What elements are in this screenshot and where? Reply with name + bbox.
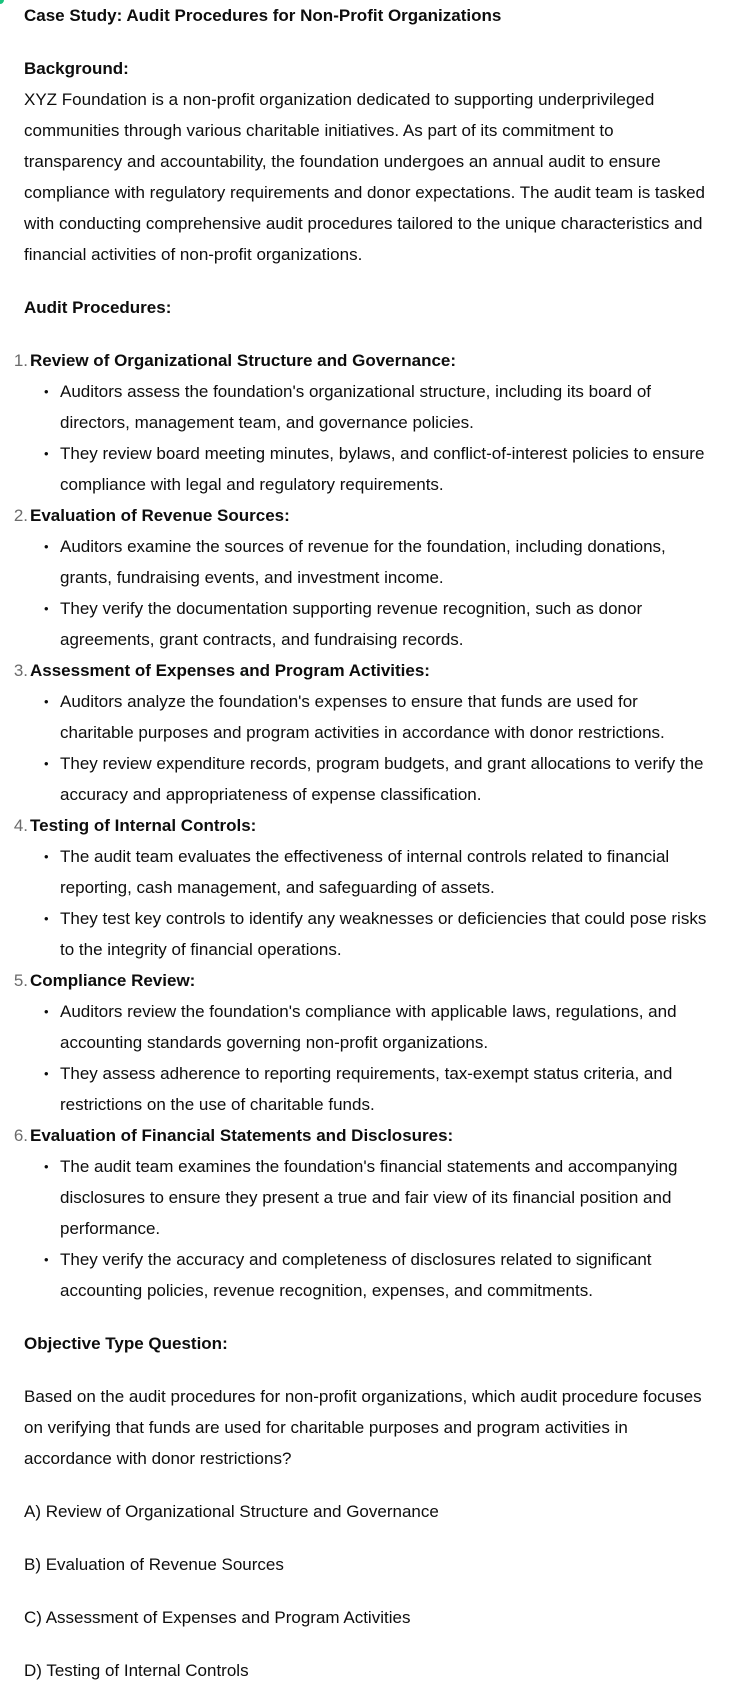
list-item xyxy=(44,1058,714,1120)
procedure-title: Review of Organizational Structure and Governance: xyxy=(30,351,457,370)
procedure-points xyxy=(30,996,714,1120)
list-item xyxy=(44,1244,714,1306)
list-item xyxy=(44,376,714,438)
list-item xyxy=(44,748,714,810)
point-text: Auditors assess the foundation's organizational structure, including its board of directors, management team, and governance policies. xyxy=(60,382,652,432)
point-text: Auditors review the foundation's compliance with applicable laws, regulations, and accounting standards governing non-profit organizations. xyxy=(60,1002,677,1052)
procedure-title: Evaluation of Financial Statements and Disclosures: xyxy=(30,1126,454,1145)
background-text: XYZ Foundation is a non-profit organization dedicated to supporting underprivileged communities through various charitable initiatives. As part of its commitment to transparency and accountability, the foundation undergoes an annual audit to ensure compliance with regulatory requirements and donor expectations. The audit team is tasked with conducting comprehensive audit procedures tailored to the unique characteristics and financial activities of non-profit organizations. xyxy=(24,90,706,264)
procedure-number: 5. xyxy=(13,971,28,990)
answer-option-d: D) Testing of Internal Controls xyxy=(24,1661,249,1680)
procedure-points xyxy=(30,376,714,500)
point-text: The audit team evaluates the effectiveness of internal controls related to financial reporting, cash management, and safeguarding of assets. xyxy=(60,847,670,897)
procedure-points xyxy=(30,686,714,810)
page-title: Case Study: Audit Procedures for Non-Profit Organizations xyxy=(24,6,502,25)
procedures-heading: Audit Procedures: xyxy=(24,298,172,317)
answer-option-c: C) Assessment of Expenses and Program Activities xyxy=(24,1608,411,1627)
list-item xyxy=(44,438,714,500)
bullet-icon: • xyxy=(44,1252,49,1267)
answer-option-b: B) Evaluation of Revenue Sources xyxy=(24,1555,284,1574)
bullet-icon: • xyxy=(44,384,49,399)
point-text: Auditors analyze the foundation's expenses to ensure that funds are used for charitable purposes and program activities in accordance with donor restrictions. xyxy=(60,692,665,742)
list-item xyxy=(44,531,714,593)
procedure-title: Assessment of Expenses and Program Activities: xyxy=(30,661,430,680)
point-text: They review board meeting minutes, bylaws, and conflict-of-interest policies to ensure compliance with legal and regulatory requirements. xyxy=(60,444,705,494)
procedure-number: 6. xyxy=(13,1126,28,1145)
question-text: Based on the audit procedures for non-profit organizations, which audit procedure focuses on verifying that funds are used for charitable purposes and program activities in accordance with donor restrictions? xyxy=(24,1387,702,1468)
list-item xyxy=(44,996,714,1058)
procedure-title: Testing of Internal Controls: xyxy=(30,816,257,835)
answer-option-a: A) Review of Organizational Structure and Governance xyxy=(24,1502,439,1521)
list-item xyxy=(44,841,714,903)
bullet-icon: • xyxy=(44,601,49,616)
point-text: They assess adherence to reporting requirements, tax-exempt status criteria, and restrictions on the use of charitable funds. xyxy=(60,1064,673,1114)
bullet-icon: • xyxy=(44,1066,49,1081)
question-heading: Objective Type Question: xyxy=(24,1334,228,1353)
bullet-icon: • xyxy=(44,1004,49,1019)
procedure-item xyxy=(13,655,714,810)
bullet-icon: • xyxy=(44,911,49,926)
procedure-points xyxy=(30,531,714,655)
procedure-item xyxy=(13,1120,714,1306)
procedure-number: 4. xyxy=(13,816,28,835)
bullet-icon: • xyxy=(44,539,49,554)
bullet-icon: • xyxy=(44,1159,49,1174)
bullet-icon: • xyxy=(44,694,49,709)
list-item xyxy=(44,593,714,655)
procedures-list xyxy=(13,345,714,1306)
point-text: They verify the accuracy and completeness of disclosures related to significant accounting policies, revenue recognition, expenses, and commitments. xyxy=(60,1250,652,1300)
procedure-title: Compliance Review: xyxy=(30,971,196,990)
case-study-document xyxy=(13,0,714,1686)
point-text: They review expenditure records, program budgets, and grant allocations to verify the accuracy and appropriateness of expense classification. xyxy=(60,754,704,804)
procedure-number: 3. xyxy=(13,661,28,680)
procedure-title: Evaluation of Revenue Sources: xyxy=(30,506,290,525)
procedure-item xyxy=(13,500,714,655)
bullet-icon: • xyxy=(44,849,49,864)
procedure-number: 2. xyxy=(13,506,28,525)
procedure-points xyxy=(30,841,714,965)
point-text: The audit team examines the foundation's financial statements and accompanying disclosures to ensure they present a true and fair view of its financial position and performance. xyxy=(60,1157,678,1238)
point-text: They verify the documentation supporting revenue recognition, such as donor agreements, grant contracts, and fundraising records. xyxy=(60,599,643,649)
bullet-icon: • xyxy=(44,756,49,771)
procedure-points xyxy=(30,1151,714,1306)
procedure-number: 1. xyxy=(13,351,28,370)
procedure-item xyxy=(13,345,714,500)
list-item xyxy=(44,1151,714,1244)
bullet-icon: • xyxy=(44,446,49,461)
list-item xyxy=(44,903,714,965)
procedure-item xyxy=(13,965,714,1120)
corner-accent xyxy=(0,0,4,4)
point-text: They test key controls to identify any weaknesses or deficiencies that could pose risks to the integrity of financial operations. xyxy=(60,909,707,959)
procedure-item xyxy=(13,810,714,965)
point-text: Auditors examine the sources of revenue for the foundation, including donations, grants, fundraising events, and investment income. xyxy=(60,537,666,587)
list-item xyxy=(44,686,714,748)
background-heading: Background: xyxy=(24,59,129,78)
